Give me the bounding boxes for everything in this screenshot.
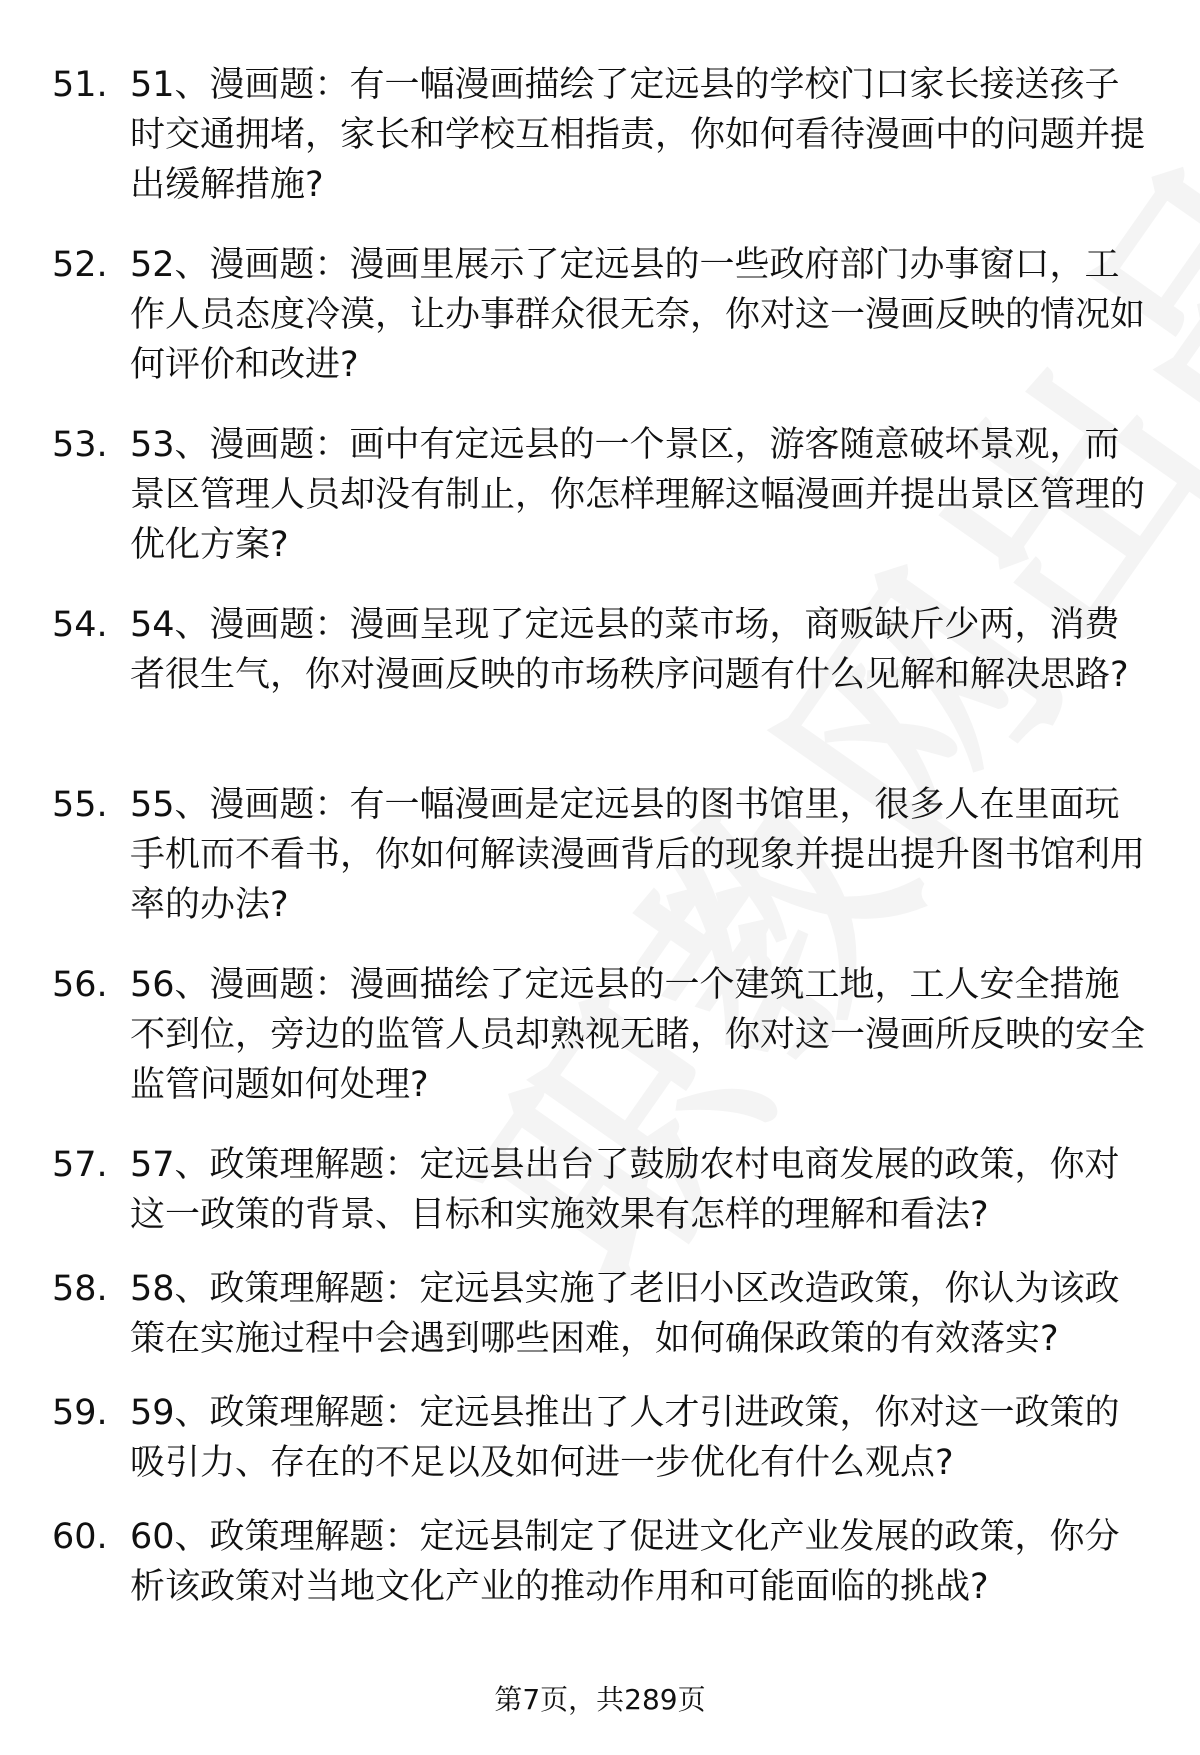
list-item bbox=[0, 1264, 1200, 1388]
item-text: 59、政策理解题：定远县推出了人才引进政策，你对这一政策的吸引力、存在的不足以及如何进一步优化有什么观点? bbox=[130, 1393, 1120, 1483]
item-number: 59. bbox=[52, 1393, 108, 1433]
list-item bbox=[0, 60, 1200, 240]
item-text: 60、政策理解题：定远县制定了促进文化产业发展的政策，你分析该政策对当地文化产业的推动作用和可能面临的挑战? bbox=[130, 1517, 1120, 1607]
item-number: 53. bbox=[52, 425, 108, 465]
item-text: 52、漫画题：漫画里展示了定远县的一些政府部门办事窗口，工作人员态度冷漠，让办事群众很无奈，你对这一漫画反映的情况如何评价和改进? bbox=[130, 245, 1146, 385]
list-item bbox=[0, 780, 1200, 960]
item-text: 57、政策理解题：定远县出台了鼓励农村电商发展的政策，你对这一政策的背景、目标和实施效果有怎样的理解和看法? bbox=[130, 1145, 1120, 1235]
item-number: 60. bbox=[52, 1517, 108, 1557]
item-number: 51. bbox=[52, 65, 108, 105]
item-number: 56. bbox=[52, 965, 108, 1005]
item-number: 58. bbox=[52, 1269, 108, 1309]
item-text: 53、漫画题：画中有定远县的一个景区，游客随意破坏景观，而景区管理人员却没有制止，你怎样理解这幅漫画并提出景区管理的优化方案? bbox=[130, 425, 1146, 565]
list-item bbox=[0, 600, 1200, 780]
item-text: 54、漫画题：漫画呈现了定远县的菜市场，商贩缺斤少两，消费者很生气，你对漫画反映的市场秩序问题有什么见解和解决思路? bbox=[130, 605, 1129, 695]
item-text: 58、政策理解题：定远县实施了老旧小区改造政策，你认为该政策在实施过程中会遇到哪些困难，如何确保政策的有效落实? bbox=[130, 1269, 1120, 1359]
list-item bbox=[0, 1388, 1200, 1512]
item-text: 51、漫画题：有一幅漫画描绘了定远县的学校门口家长接送孩子时交通拥堵，家长和学校互相指责，你如何看待漫画中的问题并提出缓解措施? bbox=[130, 65, 1146, 205]
list-item bbox=[0, 240, 1200, 420]
list-item bbox=[0, 960, 1200, 1140]
item-number: 54. bbox=[52, 605, 108, 645]
item-text: 55、漫画题：有一幅漫画是定远县的图书馆里，很多人在里面玩手机而不看书，你如何解读漫画背后的现象并提出提升图书馆利用率的办法? bbox=[130, 785, 1146, 925]
question-list bbox=[0, 60, 1200, 1636]
item-number: 57. bbox=[52, 1145, 108, 1185]
item-number: 52. bbox=[52, 245, 108, 285]
list-item bbox=[0, 1512, 1200, 1636]
list-item bbox=[0, 1140, 1200, 1264]
list-item bbox=[0, 420, 1200, 600]
item-text: 56、漫画题：漫画描绘了定远县的一个建筑工地，工人安全措施不到位，旁边的监管人员却熟视无睹，你对这一漫画所反映的安全监管问题如何处理? bbox=[130, 965, 1146, 1105]
page-footer: 第7页，共289页 bbox=[494, 1683, 706, 1716]
item-number: 55. bbox=[52, 785, 108, 825]
